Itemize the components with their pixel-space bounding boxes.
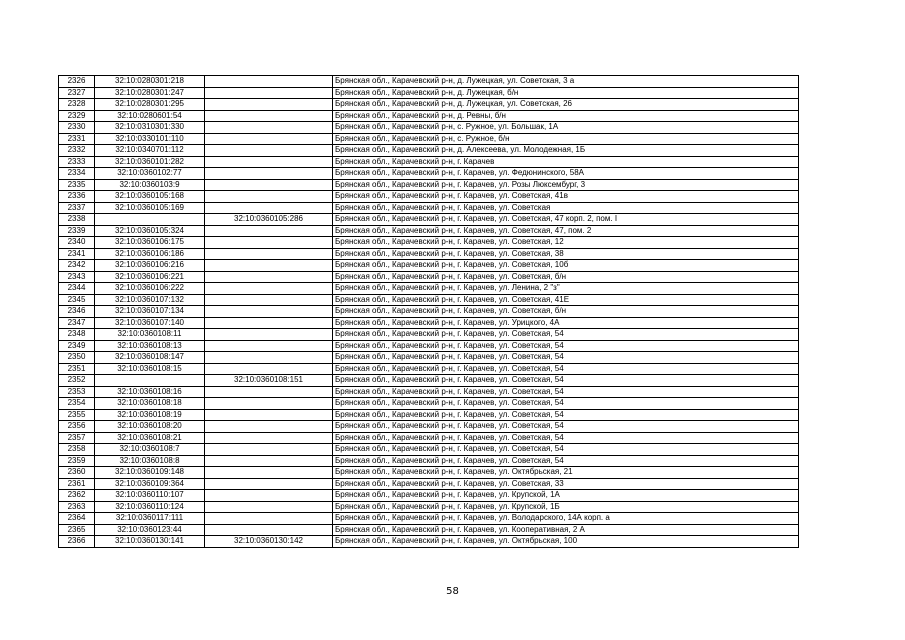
related-cadastral-number-cell [205,490,333,502]
cadastral-number-cell: 32:10:0360105:169 [95,202,205,214]
related-cadastral-number-cell [205,76,333,88]
row-number-cell: 2353 [59,386,95,398]
related-cadastral-number-cell: 32:10:0360105:286 [205,214,333,226]
related-cadastral-number-cell [205,110,333,122]
cadastral-number-cell: 32:10:0360107:134 [95,306,205,318]
table-row [59,421,799,433]
related-cadastral-number-cell [205,156,333,168]
related-cadastral-number-cell [205,168,333,180]
related-cadastral-number-cell [205,145,333,157]
row-number-cell: 2333 [59,156,95,168]
table-row [59,283,799,295]
address-cell: Брянская обл., Карачевский р-н, г. Карачев, ул. Советская, 41в [333,191,799,203]
table-row [59,363,799,375]
row-number-cell: 2362 [59,490,95,502]
related-cadastral-number-cell [205,271,333,283]
related-cadastral-number-cell [205,248,333,260]
related-cadastral-number-cell [205,467,333,479]
table-row [59,478,799,490]
row-number-cell: 2347 [59,317,95,329]
related-cadastral-number-cell [205,352,333,364]
table-row [59,260,799,272]
address-cell: Брянская обл., Карачевский р-н, г. Карачев, ул. Советская, 54 [333,432,799,444]
table-row [59,214,799,226]
table-row [59,99,799,111]
cadastral-number-cell: 32:10:0360106:221 [95,271,205,283]
address-cell: Брянская обл., Карачевский р-н, г. Карачев, ул. Советская, б/н [333,306,799,318]
related-cadastral-number-cell [205,294,333,306]
table-row [59,225,799,237]
row-number-cell: 2345 [59,294,95,306]
address-cell: Брянская обл., Карачевский р-н, д. Ревны, б/н [333,110,799,122]
table-row [59,202,799,214]
address-cell: Брянская обл., Карачевский р-н, г. Карачев, ул. Советская, 54 [333,398,799,410]
related-cadastral-number-cell [205,191,333,203]
address-cell: Брянская обл., Карачевский р-н, с. Ружное, ул. Большак, 1А [333,122,799,134]
table-row [59,398,799,410]
cadastral-number-cell: 32:10:0280301:295 [95,99,205,111]
address-cell: Брянская обл., Карачевский р-н, г. Карачев, ул. Советская, б/н [333,271,799,283]
row-number-cell: 2366 [59,536,95,548]
cadastral-number-cell: 32:10:0360108:8 [95,455,205,467]
table-row [59,133,799,145]
address-cell: Брянская обл., Карачевский р-н, г. Карачев, ул. Крупской, 1Б [333,501,799,513]
related-cadastral-number-cell [205,524,333,536]
table-row [59,444,799,456]
related-cadastral-number-cell [205,421,333,433]
address-cell: Брянская обл., Карачевский р-н, д. Лужецкая, ул. Советская, 26 [333,99,799,111]
row-number-cell: 2349 [59,340,95,352]
table-row [59,455,799,467]
related-cadastral-number-cell [205,133,333,145]
cadastral-number-cell: 32:10:0280301:218 [95,76,205,88]
cadastral-number-cell: 32:10:0360105:168 [95,191,205,203]
cadastral-number-cell [95,375,205,387]
table-row [59,340,799,352]
address-cell: Брянская обл., Карачевский р-н, г. Карачев, ул. Советская, 54 [333,329,799,341]
row-number-cell: 2341 [59,248,95,260]
related-cadastral-number-cell [205,87,333,99]
table-row [59,76,799,88]
table-row [59,467,799,479]
cadastral-number-cell: 32:10:0360108:13 [95,340,205,352]
row-number-cell: 2327 [59,87,95,99]
row-number-cell: 2352 [59,375,95,387]
table-row [59,501,799,513]
table-row [59,156,799,168]
address-cell: Брянская обл., Карачевский р-н, г. Карачев, ул. Кооперативная, 2 А [333,524,799,536]
row-number-cell: 2360 [59,467,95,479]
table-row [59,248,799,260]
address-cell: Брянская обл., Карачевский р-н, г. Карачев, ул. Советская, 54 [333,444,799,456]
address-cell: Брянская обл., Карачевский р-н, г. Карачев, ул. Советская, 54 [333,375,799,387]
cadastral-number-cell: 32:10:0360108:21 [95,432,205,444]
related-cadastral-number-cell [205,432,333,444]
table-row [59,237,799,249]
related-cadastral-number-cell [205,317,333,329]
related-cadastral-number-cell: 32:10:0360108:151 [205,375,333,387]
cadastral-number-cell: 32:10:0360108:11 [95,329,205,341]
address-cell: Брянская обл., Карачевский р-н, г. Карачев, ул. Розы Люксембург, 3 [333,179,799,191]
table-row [59,386,799,398]
address-cell: Брянская обл., Карачевский р-н, д. Алексеева, ул. Молодежная, 1Б [333,145,799,157]
row-number-cell: 2336 [59,191,95,203]
related-cadastral-number-cell [205,398,333,410]
cadastral-number-cell: 32:10:0360108:15 [95,363,205,375]
address-cell: Брянская обл., Карачевский р-н, г. Карачев [333,156,799,168]
row-number-cell: 2361 [59,478,95,490]
address-cell: Брянская обл., Карачевский р-н, г. Карачев, ул. Советская, 54 [333,363,799,375]
cadastral-number-cell: 32:10:0360106:222 [95,283,205,295]
related-cadastral-number-cell [205,478,333,490]
address-cell: Брянская обл., Карачевский р-н, г. Карачев, ул. Советская, 54 [333,352,799,364]
address-cell: Брянская обл., Карачевский р-н, г. Карачев, ул. Советская [333,202,799,214]
related-cadastral-number-cell [205,513,333,525]
address-cell: Брянская обл., Карачевский р-н, г. Карачев, ул. Крупской, 1А [333,490,799,502]
address-cell: Брянская обл., Карачевский р-н, г. Карачев, ул. Советская, 41Е [333,294,799,306]
related-cadastral-number-cell [205,501,333,513]
table-row [59,490,799,502]
row-number-cell: 2334 [59,168,95,180]
cadastral-number-cell: 32:10:0360107:132 [95,294,205,306]
cadastral-number-cell: 32:10:0360103:9 [95,179,205,191]
cadastral-table [58,75,799,548]
row-number-cell: 2354 [59,398,95,410]
related-cadastral-number-cell [205,363,333,375]
related-cadastral-number-cell [205,409,333,421]
related-cadastral-number-cell [205,225,333,237]
cadastral-number-cell: 32:10:0360109:148 [95,467,205,479]
related-cadastral-number-cell [205,444,333,456]
address-cell: Брянская обл., Карачевский р-н, г. Карачев, ул. Советская, 54 [333,421,799,433]
cadastral-number-cell: 32:10:0360108:18 [95,398,205,410]
row-number-cell: 2340 [59,237,95,249]
address-cell: Брянская обл., Карачевский р-н, д. Лужецкая, б/н [333,87,799,99]
cadastral-number-cell: 32:10:0360106:175 [95,237,205,249]
page-number: 58 [446,586,459,597]
address-cell: Брянская обл., Карачевский р-н, г. Карачев, ул. Советская, 54 [333,386,799,398]
address-cell: Брянская обл., Карачевский р-н, с. Ружное, б/н [333,133,799,145]
address-cell: Брянская обл., Карачевский р-н, г. Карачев, ул. Советская, 47 корп. 2, пом. I [333,214,799,226]
address-cell: Брянская обл., Карачевский р-н, г. Карачев, ул. Советская, 38 [333,248,799,260]
cadastral-number-cell: 32:10:0360101:282 [95,156,205,168]
row-number-cell: 2326 [59,76,95,88]
cadastral-number-cell: 32:10:0360108:16 [95,386,205,398]
cadastral-number-cell: 32:10:0360108:147 [95,352,205,364]
cadastral-number-cell: 32:10:0360105:324 [95,225,205,237]
related-cadastral-number-cell [205,340,333,352]
table-row [59,317,799,329]
address-cell: Брянская обл., Карачевский р-н, г. Карачев, ул. Советская, 54 [333,340,799,352]
row-number-cell: 2343 [59,271,95,283]
row-number-cell: 2359 [59,455,95,467]
related-cadastral-number-cell [205,122,333,134]
row-number-cell: 2337 [59,202,95,214]
cadastral-number-cell: 32:10:0310301:330 [95,122,205,134]
related-cadastral-number-cell [205,202,333,214]
cadastral-number-cell: 32:10:0360110:107 [95,490,205,502]
table-row [59,352,799,364]
row-number-cell: 2330 [59,122,95,134]
cadastral-number-cell: 32:10:0340701:112 [95,145,205,157]
cadastral-number-cell: 32:10:0360130:141 [95,536,205,548]
address-cell: Брянская обл., Карачевский р-н, г. Карачев, ул. Урицкого, 4А [333,317,799,329]
table-row [59,168,799,180]
row-number-cell: 2329 [59,110,95,122]
cadastral-number-cell [95,214,205,226]
related-cadastral-number-cell [205,306,333,318]
row-number-cell: 2350 [59,352,95,364]
cadastral-number-cell: 32:10:0360110:124 [95,501,205,513]
table-row [59,294,799,306]
row-number-cell: 2365 [59,524,95,536]
row-number-cell: 2339 [59,225,95,237]
table-row [59,329,799,341]
table-row [59,375,799,387]
row-number-cell: 2358 [59,444,95,456]
cadastral-number-cell: 32:10:0360123:44 [95,524,205,536]
cadastral-number-cell: 32:10:0280301:247 [95,87,205,99]
table-row [59,432,799,444]
cadastral-number-cell: 32:10:0360108:20 [95,421,205,433]
address-cell: Брянская обл., Карачевский р-н, г. Карачев, ул. Советская, 33 [333,478,799,490]
table-body [59,76,799,548]
cadastral-number-cell: 32:10:0360117:111 [95,513,205,525]
row-number-cell: 2335 [59,179,95,191]
row-number-cell: 2346 [59,306,95,318]
row-number-cell: 2351 [59,363,95,375]
row-number-cell: 2363 [59,501,95,513]
address-cell: Брянская обл., Карачевский р-н, г. Карачев, ул. Советская, 54 [333,409,799,421]
address-cell: Брянская обл., Карачевский р-н, г. Карачев, ул. Октябрьская, 21 [333,467,799,479]
related-cadastral-number-cell [205,260,333,272]
table-row [59,271,799,283]
row-number-cell: 2348 [59,329,95,341]
row-number-cell: 2364 [59,513,95,525]
row-number-cell: 2328 [59,99,95,111]
row-number-cell: 2338 [59,214,95,226]
address-cell: Брянская обл., Карачевский р-н, д. Лужецкая, ул. Советская, 3 а [333,76,799,88]
table-row [59,524,799,536]
table-row [59,409,799,421]
cadastral-number-cell: 32:10:0360108:19 [95,409,205,421]
table-row [59,179,799,191]
row-number-cell: 2344 [59,283,95,295]
row-number-cell: 2342 [59,260,95,272]
row-number-cell: 2332 [59,145,95,157]
row-number-cell: 2356 [59,421,95,433]
row-number-cell: 2331 [59,133,95,145]
cadastral-number-cell: 32:10:0360109:364 [95,478,205,490]
related-cadastral-number-cell [205,386,333,398]
related-cadastral-number-cell [205,179,333,191]
address-cell: Брянская обл., Карачевский р-н, г. Карачев, ул. Советская, 10б [333,260,799,272]
table-row [59,145,799,157]
row-number-cell: 2357 [59,432,95,444]
cadastral-number-cell: 32:10:0360102:77 [95,168,205,180]
related-cadastral-number-cell [205,99,333,111]
address-cell: Брянская обл., Карачевский р-н, г. Карачев, ул. Октябрьская, 100 [333,536,799,548]
cadastral-number-cell: 32:10:0360106:186 [95,248,205,260]
table-row [59,513,799,525]
address-cell: Брянская обл., Карачевский р-н, г. Карачев, ул. Володарского, 14А корп. а [333,513,799,525]
table-row [59,87,799,99]
table-row [59,306,799,318]
address-cell: Брянская обл., Карачевский р-н, г. Карачев, ул. Советская, 12 [333,237,799,249]
table-row [59,122,799,134]
address-cell: Брянская обл., Карачевский р-н, г. Карачев, ул. Советская, 47, пом. 2 [333,225,799,237]
address-cell: Брянская обл., Карачевский р-н, г. Карачев, ул. Советская, 54 [333,455,799,467]
related-cadastral-number-cell [205,283,333,295]
cadastral-number-cell: 32:10:0330101:110 [95,133,205,145]
table-row [59,536,799,548]
cadastral-number-cell: 32:10:0360108:7 [95,444,205,456]
related-cadastral-number-cell [205,237,333,249]
related-cadastral-number-cell [205,329,333,341]
cadastral-number-cell: 32:10:0360107:140 [95,317,205,329]
cadastral-number-cell: 32:10:0360106:216 [95,260,205,272]
address-cell: Брянская обл., Карачевский р-н, г. Карачев, ул. Федюнинского, 58А [333,168,799,180]
cadastral-number-cell: 32:10:0280601:54 [95,110,205,122]
related-cadastral-number-cell [205,455,333,467]
address-cell: Брянская обл., Карачевский р-н, г. Карачев, ул. Ленина, 2 "з" [333,283,799,295]
row-number-cell: 2355 [59,409,95,421]
table-row [59,191,799,203]
related-cadastral-number-cell: 32:10:0360130:142 [205,536,333,548]
table-row [59,110,799,122]
